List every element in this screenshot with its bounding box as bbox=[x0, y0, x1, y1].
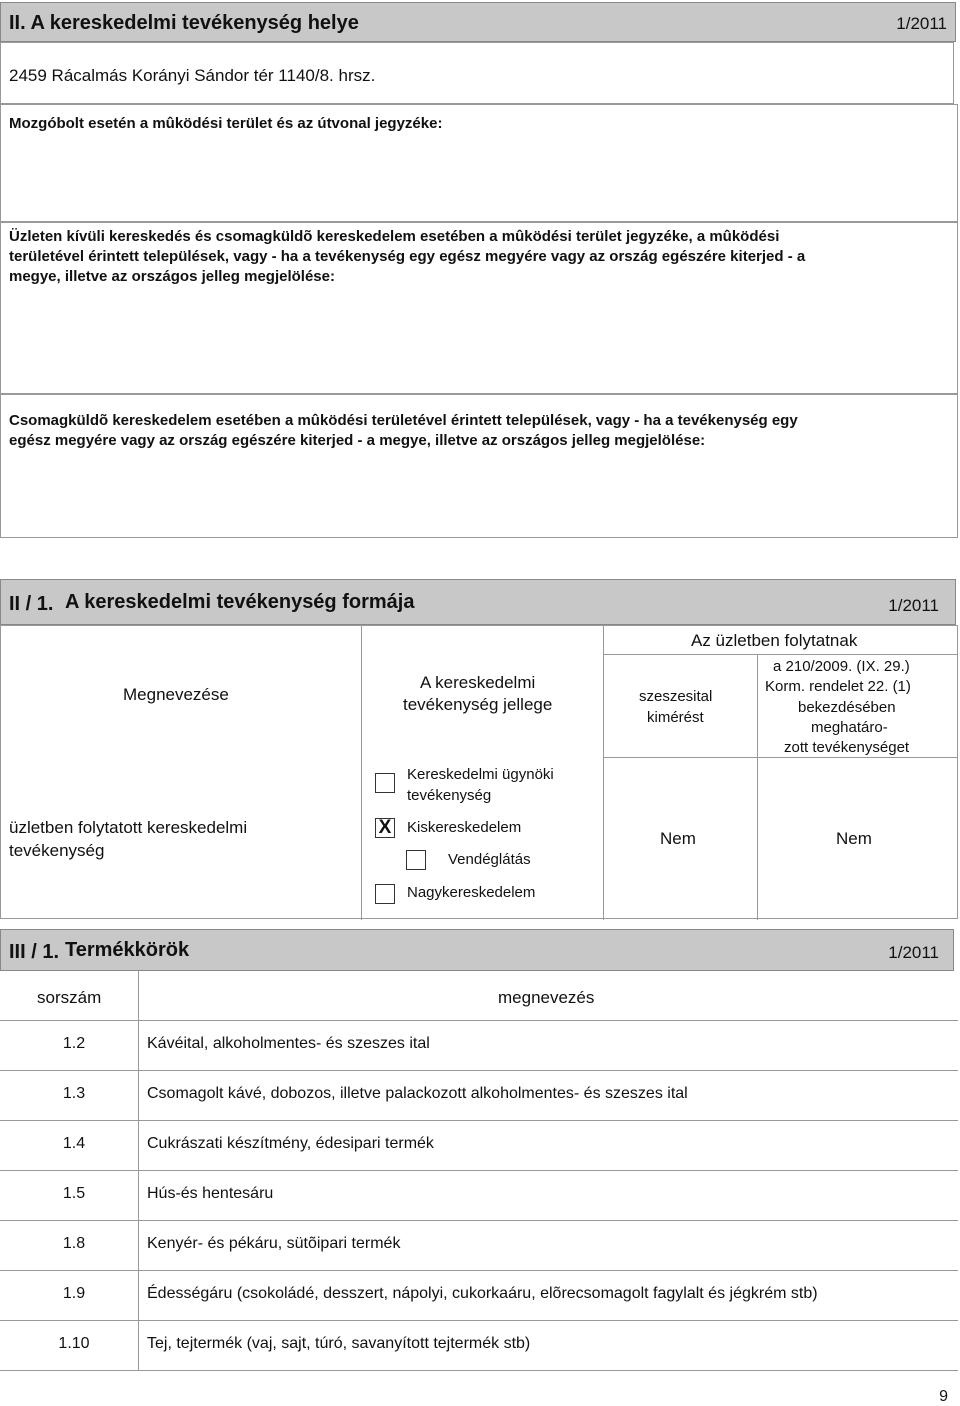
section-header-form bbox=[0, 579, 956, 625]
col-alcohol-header: szeszesital bbox=[639, 688, 713, 705]
col-type-header: A kereskedelmi bbox=[420, 673, 536, 692]
activity-form-table bbox=[0, 625, 958, 919]
mail-order-label-line: Csomagküldõ kereskedelem esetében a mûködési területével érintett települések, vagy - ha a tevékenység egy bbox=[9, 412, 798, 429]
agent-option-label: Kereskedelmi ügynöki bbox=[407, 766, 554, 783]
row-number: 1.3 bbox=[62, 1085, 86, 1102]
row-number: 1.5 bbox=[62, 1185, 86, 1202]
section-title: Termékkörök bbox=[65, 939, 190, 961]
row-name: tevékenység bbox=[9, 841, 105, 860]
outside-store-label-line: megye, illetve az országos jelleg megjelölése: bbox=[9, 268, 335, 285]
row-number: 1.9 bbox=[62, 1285, 86, 1302]
mail-order-field bbox=[0, 394, 958, 538]
alcohol-value: Nem bbox=[660, 829, 696, 848]
wholesale-option-label: Nagykereskedelem bbox=[407, 884, 536, 901]
table-row bbox=[0, 1071, 958, 1121]
table-row bbox=[0, 1121, 958, 1171]
col-name-header: Megnevezése bbox=[123, 685, 229, 704]
product-table bbox=[0, 971, 958, 1371]
mobile-route-label: Mozgóbolt esetén a mûködési terület és az útvonal jegyzéke: bbox=[9, 115, 443, 132]
col-type-header: tevékenység jellege bbox=[403, 695, 553, 714]
col-no-header: sorszám bbox=[37, 988, 102, 1007]
table-row bbox=[0, 1321, 958, 1371]
agent-checkbox[interactable] bbox=[375, 773, 395, 793]
table-row bbox=[0, 1021, 958, 1071]
section-header-location bbox=[0, 2, 956, 42]
row-name: üzletben folytatott kereskedelmi bbox=[9, 818, 248, 837]
section-year: 1/2011 bbox=[888, 596, 939, 615]
decree-value: Nem bbox=[836, 829, 872, 848]
col-decree-header: bekezdésében bbox=[798, 699, 896, 716]
col-group-header: Az üzletben folytatnak bbox=[691, 631, 858, 650]
section-header-products bbox=[0, 929, 954, 971]
col-decree-header: zott tevékenységet bbox=[784, 739, 910, 756]
mobile-route-field bbox=[0, 104, 958, 222]
row-product-name: Kávéital, alkoholmentes- és szeszes ital bbox=[147, 1035, 430, 1052]
catering-checkbox[interactable] bbox=[406, 850, 426, 870]
row-product-name: Édességáru (csokoládé, desszert, nápolyi, cukorkaáru, elõrecsomagolt fagylalt és jégkrém stb) bbox=[147, 1285, 818, 1302]
row-product-name: Hús-és hentesáru bbox=[147, 1185, 274, 1202]
section-year: 1/2011 bbox=[888, 943, 939, 962]
mail-order-label-line: egész megyére vagy az ország egészére kiterjed - a megye, illetve az országos jelleg megjelölése: bbox=[9, 432, 706, 449]
row-number: 1.2 bbox=[62, 1035, 86, 1052]
col-decree-header: meghatáro- bbox=[811, 719, 888, 736]
row-product-name: Csomagolt kávé, dobozos, illetve palackozott alkoholmentes- és szeszes ital bbox=[147, 1085, 688, 1102]
section-year: 1/2011 bbox=[896, 14, 947, 33]
section-number: II / 1. bbox=[9, 593, 54, 615]
row-product-name: Cukrászati készítmény, édesipari termék bbox=[147, 1135, 434, 1152]
retail-checkbox[interactable]: X bbox=[375, 818, 395, 838]
agent-option-label: tevékenység bbox=[407, 787, 492, 804]
row-product-name: Kenyér- és pékáru, sütõipari termék bbox=[147, 1235, 401, 1252]
outside-store-label-line: területével érintett települések, vagy - ha a tevékenység egy egész megyére vagy az ország egészére kiterjed - a bbox=[9, 248, 806, 265]
address-value: 2459 Rácalmás Korányi Sándor tér 1140/8. hrsz. bbox=[9, 66, 376, 85]
section-title: II. A kereskedelmi tevékenység helye bbox=[9, 12, 359, 34]
section-number: III / 1. bbox=[9, 941, 60, 963]
retail-option-label: Kiskereskedelem bbox=[407, 819, 522, 836]
row-number: 1.4 bbox=[62, 1135, 86, 1152]
col-name-header: megnevezés bbox=[498, 988, 595, 1007]
row-number: 1.10 bbox=[58, 1335, 90, 1352]
col-decree-header: Korm. rendelet 22. (1) bbox=[765, 678, 911, 695]
table-row bbox=[0, 1171, 958, 1221]
catering-option-label: Vendéglátás bbox=[448, 851, 531, 868]
wholesale-checkbox[interactable] bbox=[375, 884, 395, 904]
col-decree-header: a 210/2009. (IX. 29.) bbox=[773, 658, 910, 675]
page-number: 9 bbox=[939, 1388, 948, 1405]
table-row bbox=[0, 1271, 958, 1321]
outside-store-field bbox=[0, 222, 958, 394]
row-number: 1.8 bbox=[62, 1235, 86, 1252]
address-field bbox=[0, 42, 954, 104]
table-row bbox=[0, 1221, 958, 1271]
col-alcohol-header: kimérést bbox=[647, 709, 704, 726]
outside-store-label-line: Üzleten kívüli kereskedés és csomagküldõ kereskedelem esetében a mûködési terület jegyzéke, a mûködési bbox=[9, 228, 780, 245]
section-title: A kereskedelmi tevékenység formája bbox=[65, 591, 415, 613]
row-product-name: Tej, tejtermék (vaj, sajt, túró, savanyított tejtermék stb) bbox=[147, 1335, 531, 1352]
